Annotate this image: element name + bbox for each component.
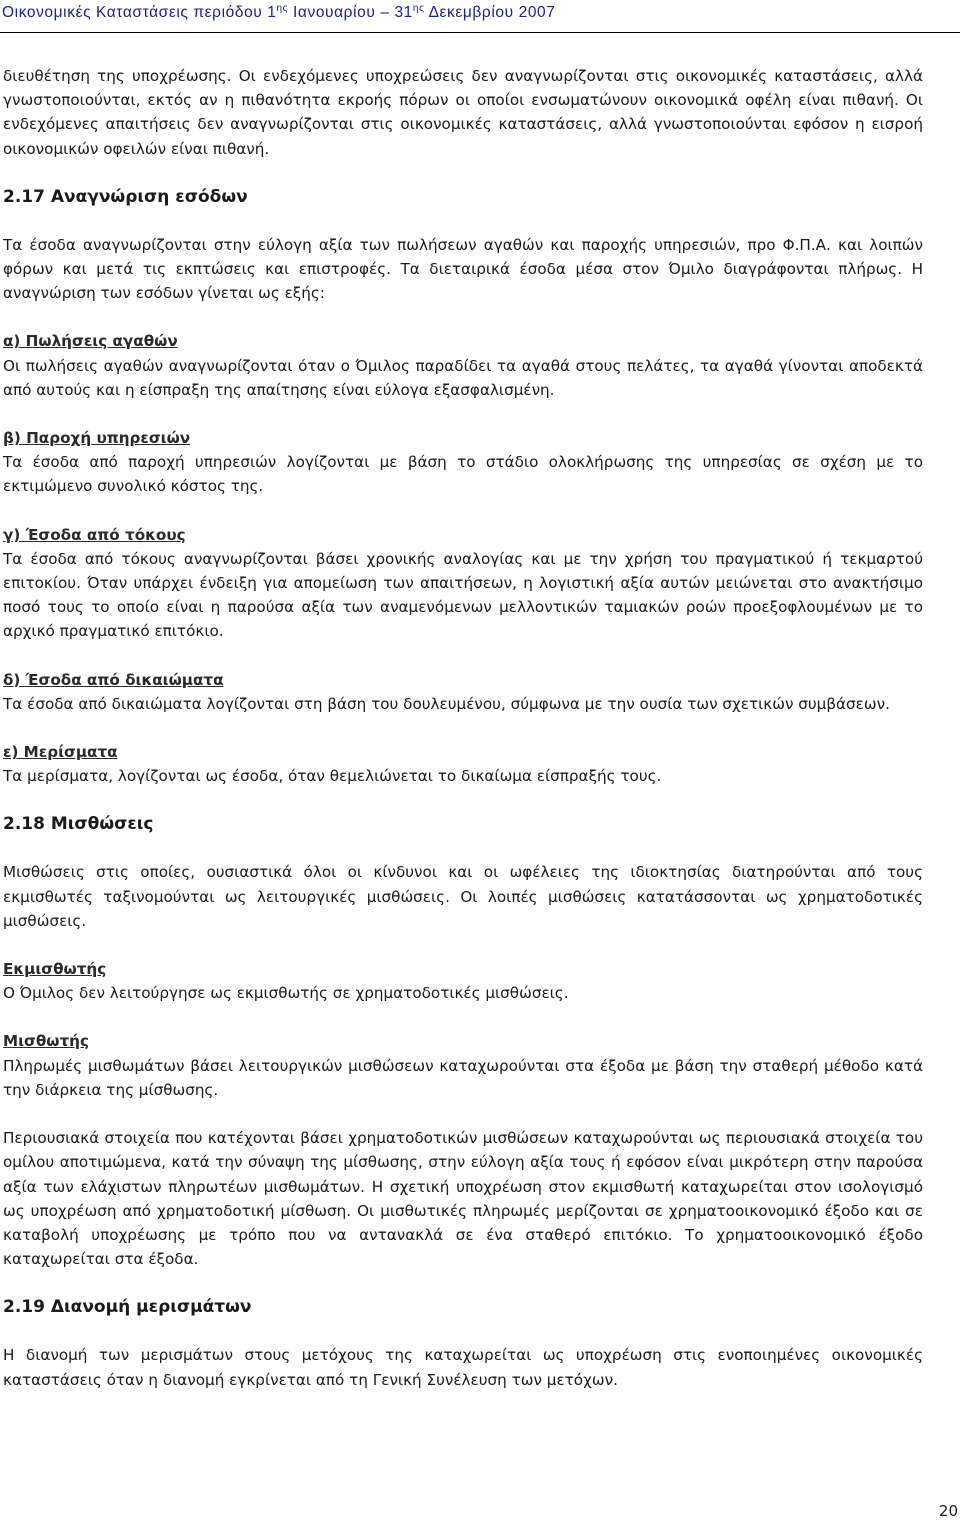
section-heading-2-18: 2.18 Μισθώσεις: [3, 814, 154, 835]
subheading-services: β) Παροχή υπηρεσιών: [3, 429, 191, 448]
lessee-text: Πληρωμές μισθωμάτων βάσει λειτουργικών μισθώσεων καταχωρούνται στα έξοδα με βάση την σταθερή μέθοδο κατά την διάρκεια της μίσθωσης.: [3, 1056, 923, 1099]
subheading-sales-of-goods: α) Πωλήσεις αγαθών: [3, 332, 178, 351]
intro-paragraph: διευθέτηση της υποχρέωσης. Οι ενδεχόμενες υποχρεώσεις δεν αναγνωρίζονται στις οικονομικές καταστάσεις, αλλά γνωστοποιούνται, εκτός αν η πιθανότητα εκροής πόρων οι οποίοι ενσωματώνουν οικονομικά οφέλη είναι πιθανή. Οι ενδεχόμενες απαιτήσεις δεν αναγνωρίζονται στις οικονομικές καταστάσεις, αλλά γνωστοποιούνται εφόσον η εισροή οικονομικών οφειλών είναι πιθανή.: [3, 67, 923, 158]
revenue-intro-paragraph: Τα έσοδα αναγνωρίζονται στην εύλογη αξία των πωλήσεων αγαθών και παροχής υπηρεσιών, προ Φ.Π.Α. και λοιπών φόρων και μετά τις εκπτώσεις και επιστροφές. Τα διεταιρικά έσοδα μέσα στον Όμιλο διαγράφονται πλήρως. Η αναγνώριση των εσόδων γίνεται ως εξής:: [3, 235, 923, 303]
sales-of-goods-text: Οι πωλήσεις αγαθών αναγνωρίζονται όταν ο Όμιλος παραδίδει τα αγαθά στους πελάτες, τα αγαθά γίνονται αποδεκτά από αυτούς και η είσπραξη της απαίτησης είναι εύλογα εξασφαλισμένη.: [3, 356, 923, 399]
subheading-interest-income: γ) Έσοδα από τόκους: [3, 525, 186, 544]
subheading-royalties: δ) Έσοδα από δικαιώματα: [3, 670, 224, 689]
royalties-text: Τα έσοδα από δικαιώματα λογίζονται στη βάση του δουλευμένου, σύμφωνα με την ουσία των σχετικών συμβάσεων.: [3, 694, 890, 713]
interest-income-text: Τα έσοδα από τόκους αναγνωρίζονται βάσει χρονικής αναλογίας και με την χρήση του πραγματικού ή τεκμαρτού επιτοκίου. Όταν υπάρχει ένδειξη για απομείωση των απαιτήσεων, η λογιστική αξία αυτών μειώνεται στο ανακτήσιμο ποσό τους το οποίο είναι η παρούσα αξία των αναμενόμενων μελλοντικών ταμιακών ροών προεξοφλουμένων με το αρχικό πραγματικό επιτόκιο.: [3, 549, 923, 641]
leases-intro-paragraph: Μισθώσεις στις οποίες, ουσιαστικά όλοι οι κίνδυνοι και οι ωφέλειες της ιδιοκτησίας διατηρούνται από τους εκμισθωτές ταξινομούνται ως λειτουργικές μισθώσεις. Οι λοιπές μισθώσεις κατατάσσονται ως χρηματοδοτικές μισθώσεις.: [3, 863, 923, 930]
finance-lease-assets-paragraph: Περιουσιακά στοιχεία που κατέχονται βάσει χρηματοδοτικών μισθώσεων καταχωρούνται ως περιουσιακά στοιχεία του ομίλου αποτιμώμενα, κατά την σύναψη της μίσθωσης, στην εύλογη αξία τους ή εφόσον είναι μικρότερη στην παρούσα αξία των ελάχιστων πληρωτέων μισθωμάτων. Η σχετική υποχρέωση στον εκμισθωτή καταχωρείται στον ισολογισμό ως υποχρέωση από χρηματοδοτική μίσθωση. Οι μισθωτικές πληρωμές μερίζονται σε χρηματοοικονομικό έξοδο και σε καταβολή υποχρέωσης με τρόπο που να αντανακλά σε ένα σταθερό επιτόκιο. Το χρηματοοικονομικό έξοδο καταχωρείται στα έξοδα.: [3, 1129, 923, 1269]
header-superscript-2: ης: [412, 3, 425, 14]
services-text: Τα έσοδα από παροχή υπηρεσιών λογίζονται με βάση το στάδιο ολοκλήρωσης της υπηρεσίας σε σχέση με το εκτιμώμενο συνολικό κόστος της.: [3, 453, 923, 496]
header-superscript-1: ης: [276, 3, 289, 14]
section-heading-2-17: 2.17 Αναγνώριση εσόδων: [3, 186, 248, 207]
header-title-part-3: Δεκεμβρίου 2007: [424, 4, 556, 21]
page-number: 20: [938, 1502, 958, 1520]
subheading-dividends: ε) Μερίσματα: [3, 743, 118, 762]
subheading-lessee: Μισθωτής: [3, 1032, 90, 1051]
section-heading-2-19: 2.19 Διανομή μερισμάτων: [3, 1297, 252, 1318]
document-body: [3, 64, 923, 1392]
dividend-distribution-text: Η διανομή των μερισμάτων στους μετόχους της καταχωρείται ως υποχρέωση στις ενοποιημένες οικονομικές καταστάσεις όταν η διανομή εγκρίνεται από τη Γενική Συνέλευση των μετόχων.: [3, 1346, 923, 1389]
dividends-text: Τα μερίσματα, λογίζονται ως έσοδα, όταν θεμελιώνεται το δικαίωμα είσπραξής τους.: [3, 767, 662, 786]
subheading-lessor: Εκμισθωτής: [3, 960, 107, 979]
header-title-part-1: Οικονομικές Καταστάσεις περιόδου 1: [2, 4, 277, 21]
page-header: [0, 0, 960, 33]
header-title: [2, 4, 555, 22]
lessor-text: Ο Όμιλος δεν λειτούργησε ως εκμισθωτής σε χρηματοδοτικές μισθώσεις.: [3, 984, 569, 1003]
header-title-part-2: Ιανουαρίου – 31: [288, 4, 413, 21]
